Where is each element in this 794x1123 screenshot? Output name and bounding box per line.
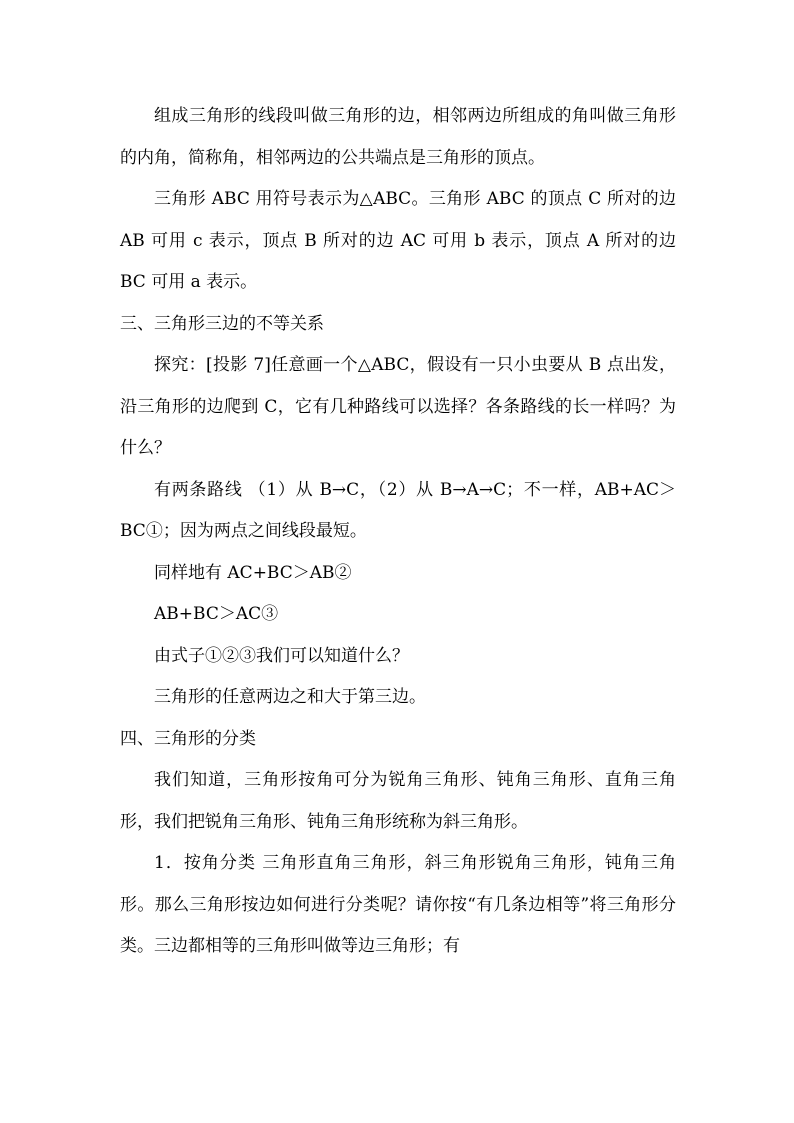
paragraph-triangle-notation: 三角形 ABC 用符号表示为△ABC。三角形 ABC 的顶点 C 所对的边 AB 可用 c 表示，顶点 B 所对的边 AC 可用 b 表示，顶点 A 所对的边 BC 可用 a 表示。 — [120, 189, 676, 292]
section-heading-side-inequality: 三、三角形三边的不等关系 — [120, 313, 324, 334]
paragraph-triangle-definitions: 组成三角形的线段叫做三角形的边，相邻两边所组成的角叫做三角形的内角，简称角，相邻两边的公共端点是三角形的顶点。 — [120, 106, 676, 168]
paragraph-inequality-2: 同样地有 AC+BC＞AB② — [154, 562, 352, 583]
document-body — [120, 96, 676, 968]
paragraph-exploration: 探究：[投影 7]任意画一个△ABC，假设有一只小虫要从 B 点出发，沿三角形的边爬到 C，它有几种路线可以选择？各条路线的长一样吗？为什么？ — [120, 355, 676, 458]
paragraph-question: 由式子①②③我们可以知道什么？ — [154, 645, 409, 666]
section-heading-classification: 四、三角形的分类 — [120, 728, 256, 749]
paragraph-angle-classes: 我们知道，三角形按角可分为锐角三角形、钝角三角形、直角三角形，我们把锐角三角形、钝角三角形统称为斜三角形。 — [120, 770, 676, 832]
paragraph-inequality-3: AB+BC＞AC③ — [154, 604, 279, 624]
paragraph-conclusion: 三角形的任意两边之和大于第三边。 — [154, 687, 426, 707]
paragraph-classification-by-angle: 1．按角分类 三角形直角三角形，斜三角形锐角三角形，钝角三角形。那么三角形按边如何进行分类呢？请你按“有几条边相等”将三角形分类。三边都相等的三角形叫做等边三角形；有 — [120, 853, 676, 956]
paragraph-two-routes: 有两条路线 （1）从 B→C，（2）从 B→A→C；不一样，AB+AC＞BC①；因为两点之间线段最短。 — [120, 479, 676, 541]
